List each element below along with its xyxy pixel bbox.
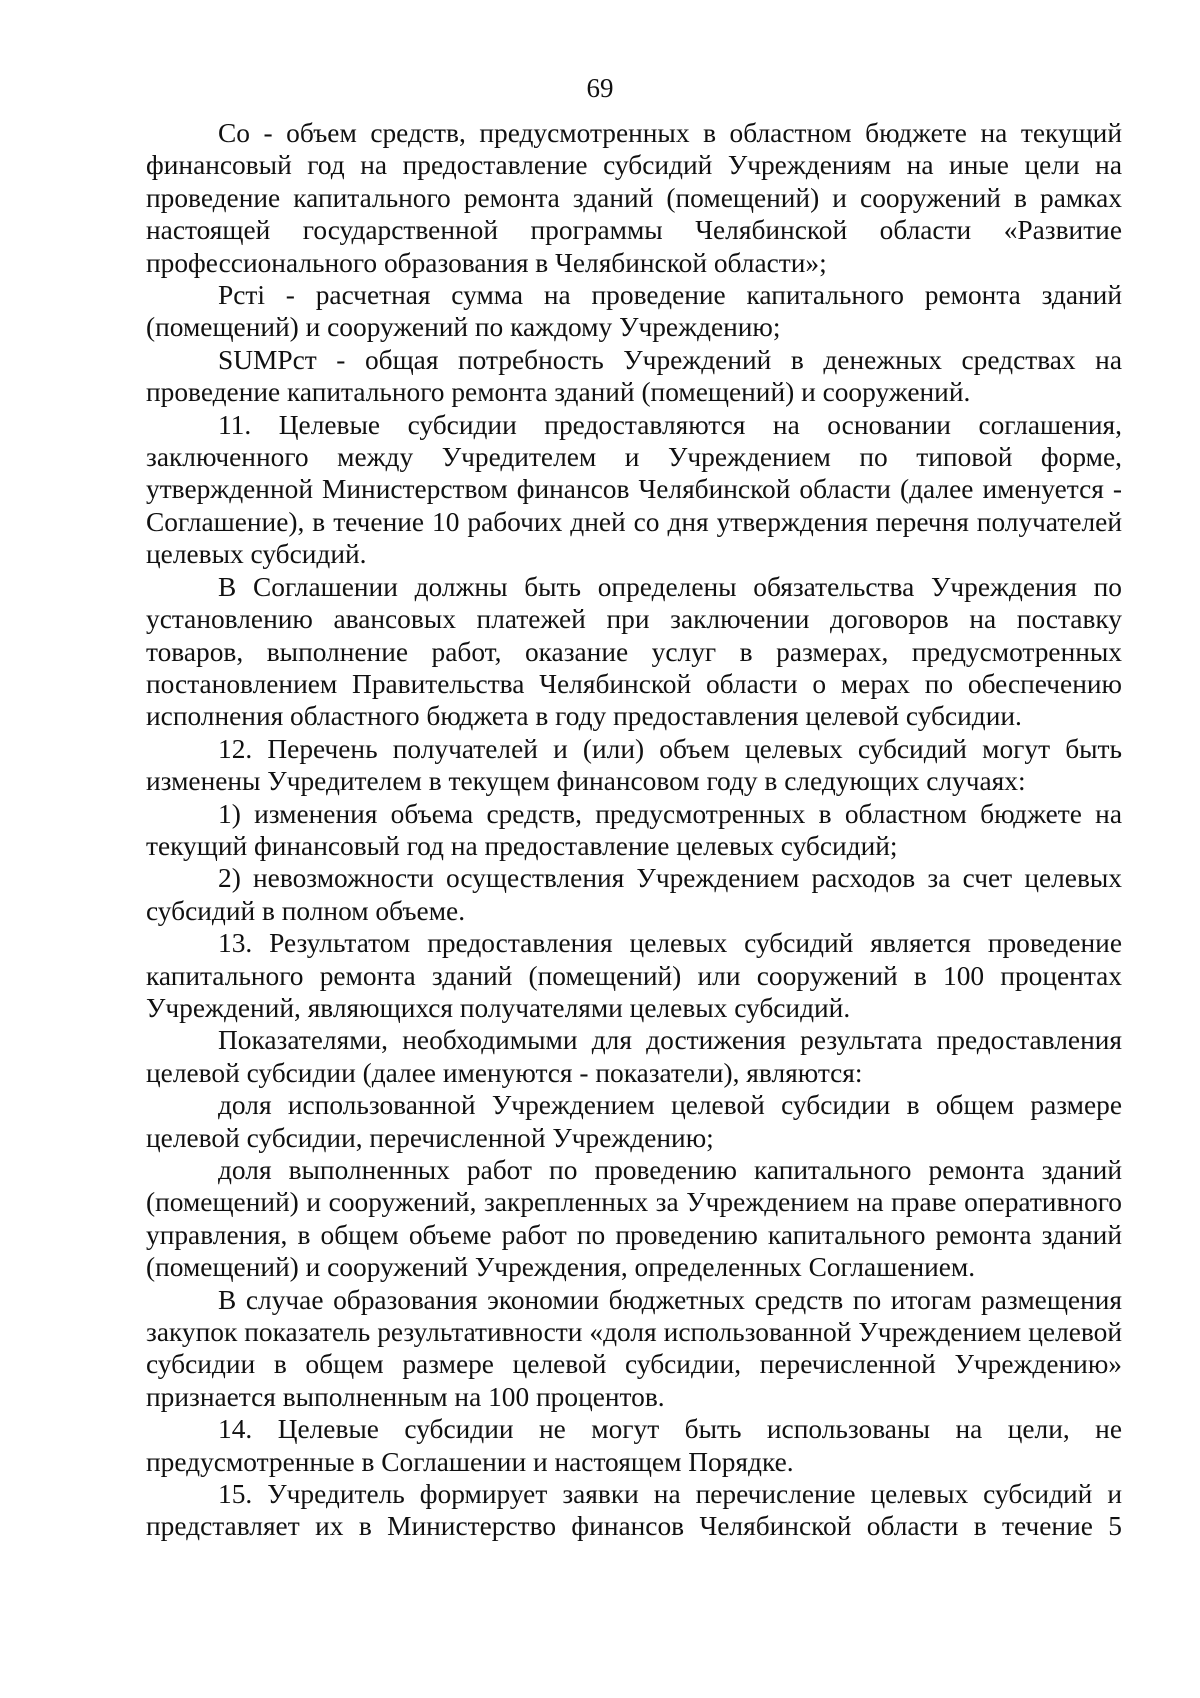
paragraph-12-case-2: 2) невозможности осуществления Учреждением расходов за счет целевых субсидий в полном объеме. xyxy=(146,863,1122,926)
paragraph-14: 14. Целевые субсидии не могут быть использованы на цели, не предусмотренные в Соглашении и настоящем Порядке. xyxy=(146,1414,1122,1477)
paragraph-agreement-obligations: В Соглашении должны быть определены обязательства Учреждения по установлению авансовых платежей при заключении договоров на поставку товаров, выполнение работ, оказание услуг в размерах, предусмотренных постановлением Правительства Челябинской области о мерах по обеспечению исполнения областного бюджета в году предоставления целевой субсидии. xyxy=(146,571,1122,732)
paragraph-indicators-intro: Показателями, необходимыми для достижения результата предоставления целевой субсидии (далее именуются - показатели), являются: xyxy=(146,1025,1122,1088)
paragraph-12: 12. Перечень получателей и (или) объем целевых субсидий могут быть изменены Учредителем в текущем финансовом году в следующих случаях: xyxy=(146,733,1122,797)
paragraph-12-case-1: 1) изменения объема средств, предусмотренных в областном бюджете на текущий финансовый год на предоставление целевых субсидий; xyxy=(146,798,1122,861)
paragraph-savings-case: В случае образования экономии бюджетных средств по итогам размещения закупок показатель результативности «доля использованной Учреждением целевой субсидии в общем размере целевой субсидии, перечисленной Учреждению» признается выполненным на 100 процентов. xyxy=(146,1284,1122,1412)
paragraph-rcti-definition: Рсті - расчетная сумма на проведение капитального ремонта зданий (помещений) и сооружений по каждому Учреждению; xyxy=(146,280,1122,343)
paragraph-indicator-1: доля использованной Учреждением целевой субсидии в общем размере целевой субсидии, перечисленной Учреждению; xyxy=(146,1090,1122,1153)
document-body xyxy=(146,117,1122,1543)
paragraph-15: 15. Учредитель формирует заявки на перечисление целевых субсидий и представляет их в Министерство финансов Челябинской области в течение 5 xyxy=(146,1479,1122,1542)
paragraph-co-definition: Со - объем средств, предусмотренных в областном бюджете на текущий финансовый год на предоставление субсидий Учреждениям на иные цели на проведение капитального ремонта зданий (помещений) и сооружений в рамках настоящей государственной программы Челябинской области «Развитие профессионального образования в Челябинской области»; xyxy=(146,118,1122,278)
page-number: 69 xyxy=(586,73,614,103)
paragraph-11: 11. Целевые субсидии предоставляются на основании соглашения, заключенного между Учредителем и Учреждением по типовой форме, утвержденной Министерством финансов Челябинской области (далее именуется - Соглашение), в течение 10 рабочих дней со дня утверждения перечня получателей целевых субсидий. xyxy=(146,409,1122,570)
paragraph-13: 13. Результатом предоставления целевых субсидий является проведение капитального ремонта зданий (помещений) или сооружений в 100 процентах Учреждений, являющихся получателями целевых субсидий. xyxy=(146,928,1122,1023)
paragraph-indicator-2: доля выполненных работ по проведению капитального ремонта зданий (помещений) и сооружений, закрепленных за Учреждением на праве оперативного управления, в общем объеме работ по проведению капитального ремонта зданий (помещений) и сооружений Учреждения, определенных Соглашением. xyxy=(146,1155,1122,1283)
paragraph-sumrct-definition: SUMРст - общая потребность Учреждений в денежных средствах на проведение капитального ремонта зданий (помещений) и сооружений. xyxy=(146,344,1122,408)
